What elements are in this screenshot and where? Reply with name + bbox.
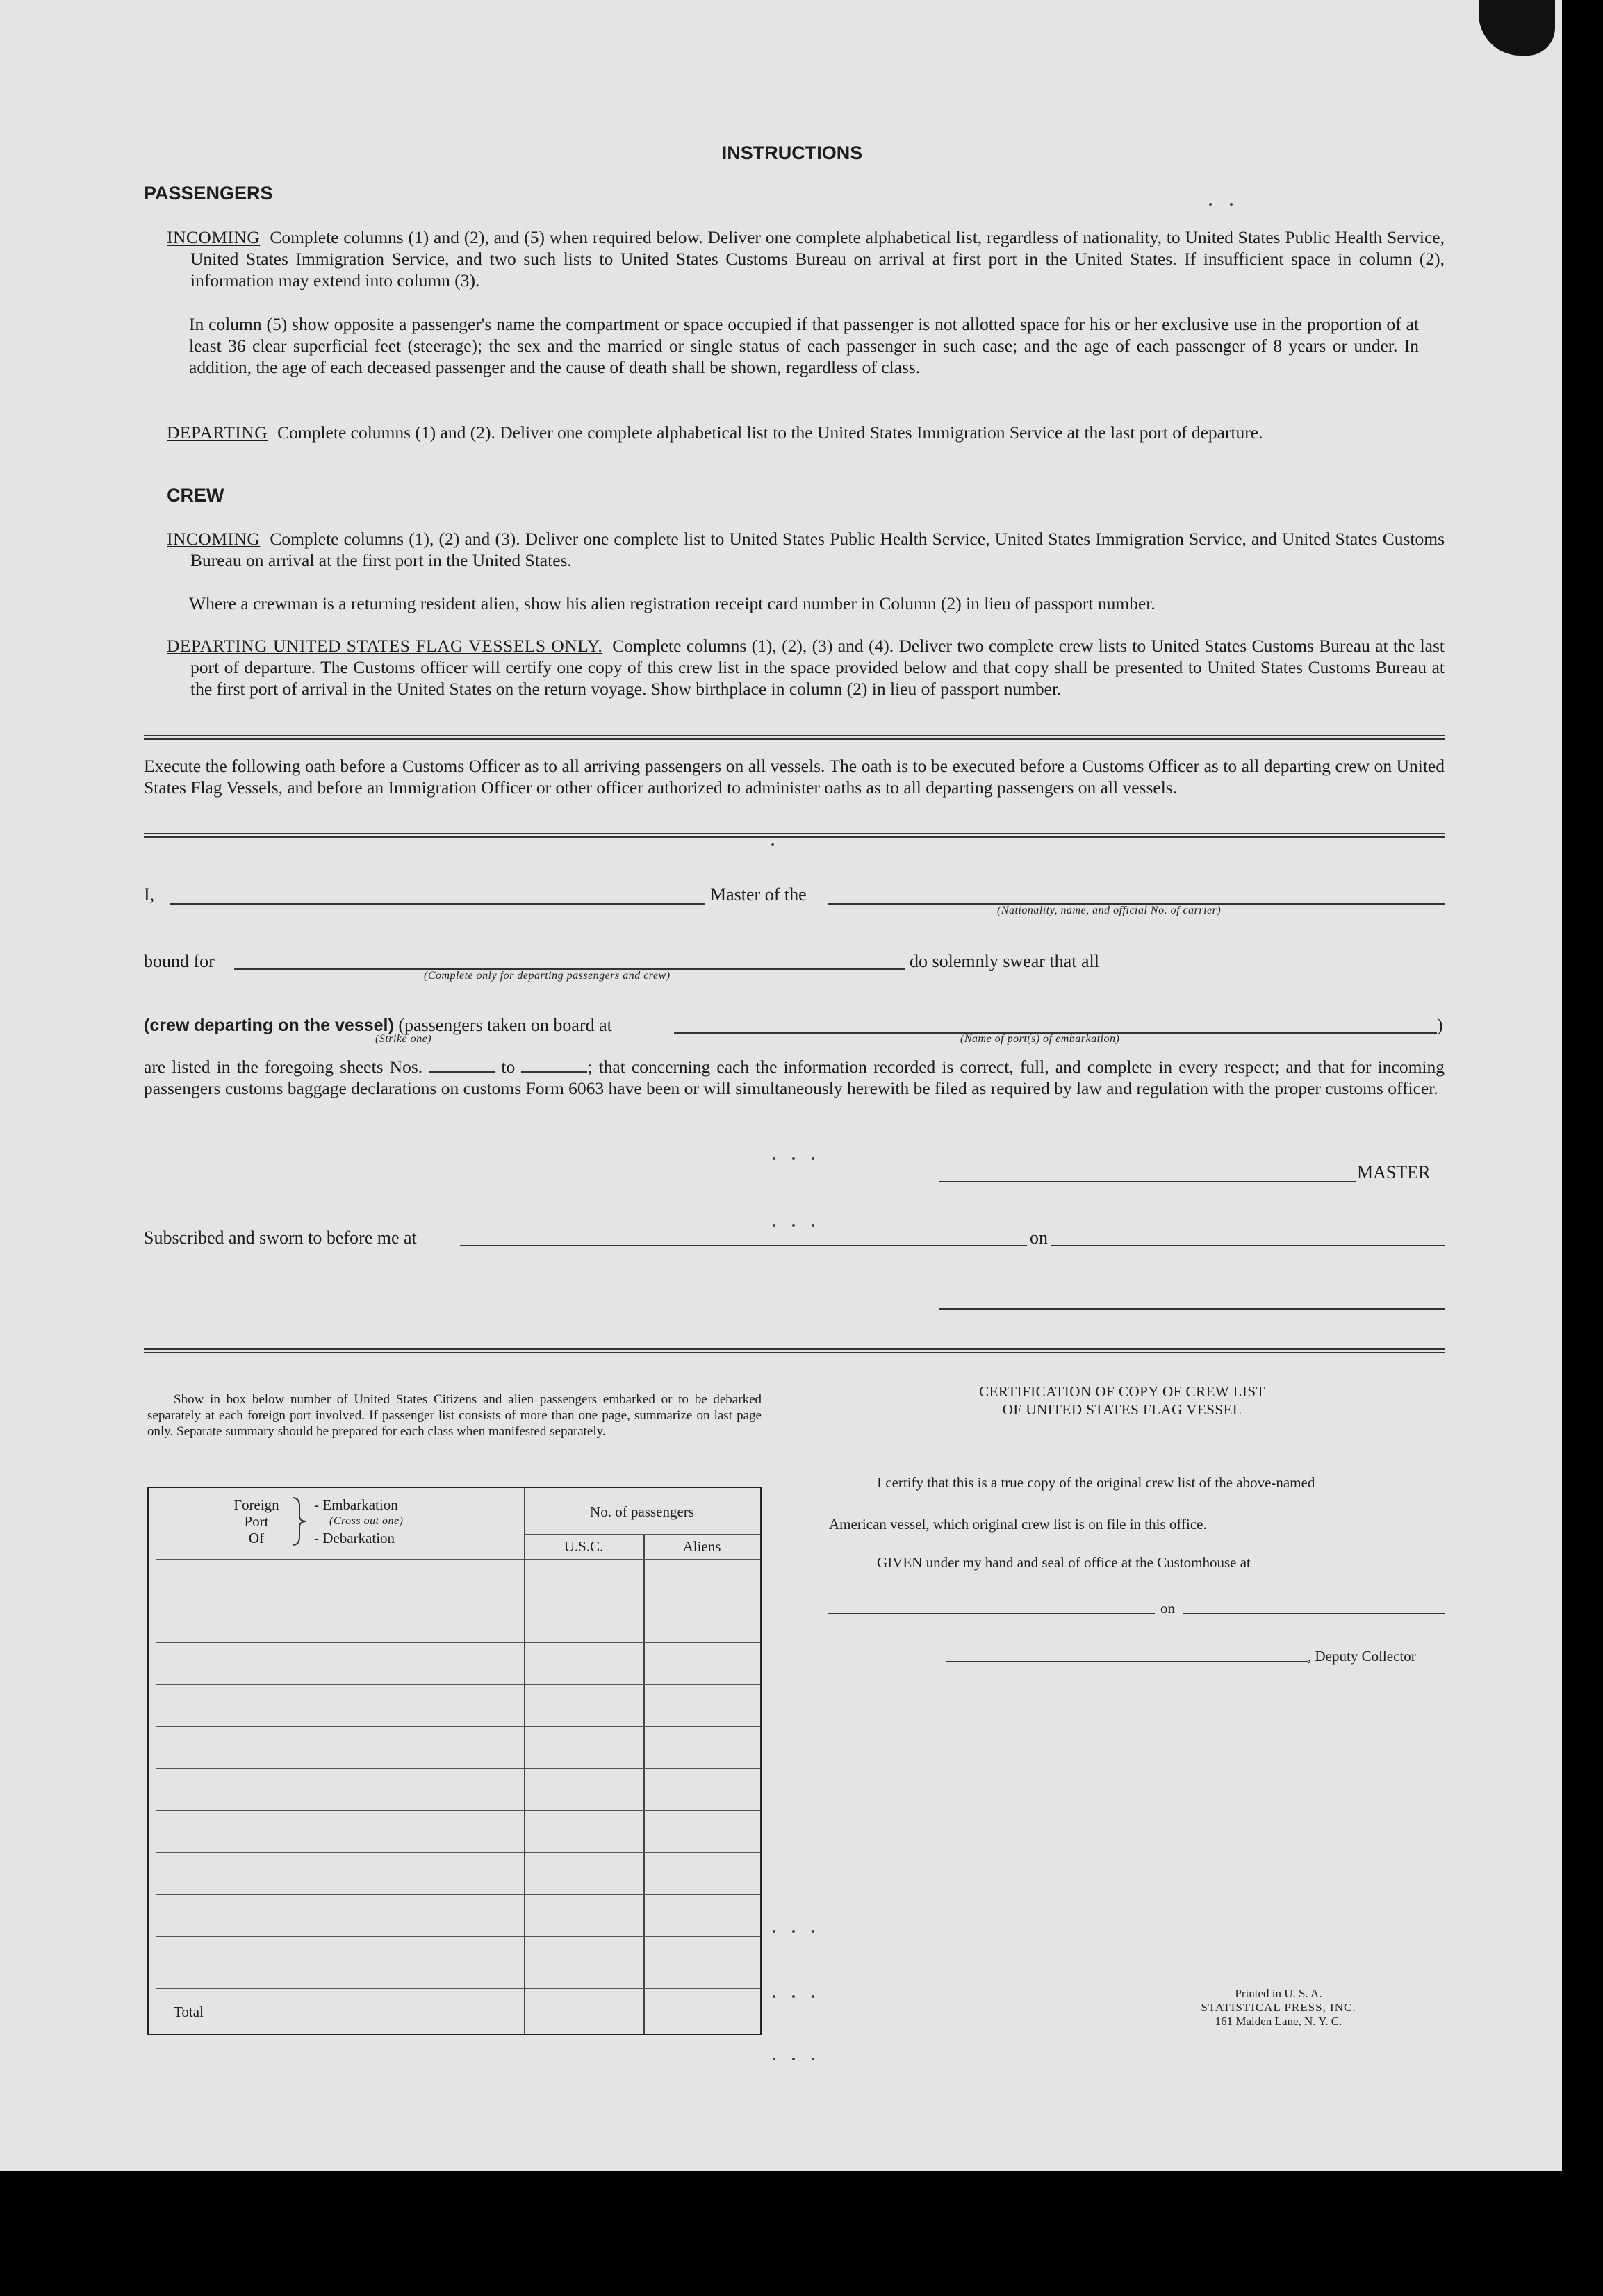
speck xyxy=(812,1224,814,1227)
crew-departing-text: Complete columns (1), (2), (3) and (4). Deliver two complete crew lists to United States Customs Bureau at the last port of departure. The Customs officer will certify one copy of this crew list in the space provided below and that copy shall be presented to United States Customs Bureau at the first port of arrival in the United States on the return voyage. Show birthplace in column (2) in lieu of passport number. xyxy=(190,636,1445,699)
foreign-port-line: Of xyxy=(248,1530,265,1546)
column-divider xyxy=(643,1534,645,2034)
brace-icon xyxy=(291,1496,308,1546)
instructions-title: INSTRUCTIONS xyxy=(721,142,863,163)
speck xyxy=(773,1995,775,1998)
passengers-departing-lead: DEPARTING xyxy=(167,422,268,443)
i-label: I, xyxy=(144,884,155,905)
row-line xyxy=(156,1894,760,1895)
speck xyxy=(773,1157,775,1160)
bound-for-label: bound for xyxy=(144,951,215,971)
printer-line: Printed in U. S. A. xyxy=(1235,1987,1322,2000)
officer-signature-field[interactable] xyxy=(939,1308,1445,1310)
speck xyxy=(792,1995,795,1998)
sworn-location-field[interactable] xyxy=(460,1245,1027,1246)
crew-incoming-text: Complete columns (1), (2) and (3). Deliver one complete list to United States Public Health Service, United States Immigration Service, and United States Customs Bureau on arrival at the first port in the United States. xyxy=(190,529,1445,570)
passengers-taken-option[interactable]: (passengers taken on board at xyxy=(398,1015,612,1035)
usc-header: U.S.C. xyxy=(564,1538,604,1555)
row-line xyxy=(156,1559,760,1560)
passengers-incoming-paragraph xyxy=(167,226,1445,291)
divider xyxy=(144,735,1445,740)
aliens-header: Aliens xyxy=(682,1538,721,1555)
strike-caption: (Strike one) xyxy=(375,1033,432,1045)
speck xyxy=(1209,203,1212,206)
passengers-incoming-lead: INCOMING xyxy=(167,227,261,247)
bound-caption: (Complete only for departing passengers and crew) xyxy=(424,970,671,982)
listed-suffix: ; that concerning each the information recorded is correct, full, and complete in every respect; and that for incoming passengers customs baggage declarations on customs Form 6063 have been or will simultaneously herewith be filed as required by law and regulation with the proper customs officer. xyxy=(144,1057,1445,1098)
summary-instructions: Show in box below number of United States Citizens and alien passengers embarked or to be debarked separately at each foreign port involved. If passenger list consists of more than one page, summarize on last page only. Separate summary should be prepared for each class when manifested separately. xyxy=(147,1392,762,1439)
master-name-field[interactable] xyxy=(170,903,705,905)
row-line xyxy=(156,1768,760,1769)
passenger-summary-table xyxy=(147,1487,762,2035)
speck xyxy=(812,1157,814,1160)
certification-title-line: OF UNITED STATES FLAG VESSEL xyxy=(1002,1401,1242,1418)
row-line xyxy=(156,1642,760,1643)
speck xyxy=(773,1224,775,1227)
speck xyxy=(792,1224,795,1227)
embarkation-option[interactable]: - Embarkation xyxy=(314,1496,398,1513)
speck xyxy=(771,843,774,846)
sheet-to-field[interactable] xyxy=(521,1059,587,1073)
divider xyxy=(144,1348,1445,1353)
speck xyxy=(792,1930,795,1933)
passengers-departing-paragraph xyxy=(167,422,1445,443)
row-line xyxy=(156,1810,760,1811)
crew-departing-option[interactable]: (crew departing on the vessel) xyxy=(144,1016,394,1035)
printer-line: 161 Maiden Lane, N. Y. C. xyxy=(1215,2015,1342,2028)
close-paren: ) xyxy=(1437,1015,1443,1035)
speck xyxy=(1230,203,1233,206)
crew-resident-paragraph: Where a crewman is a returning resident alien, show his alien registration receipt card number in Column (2) in lieu of passport number. xyxy=(189,593,1156,613)
speck xyxy=(812,1930,814,1933)
crew-incoming-lead: INCOMING xyxy=(167,529,261,549)
row-line xyxy=(156,1936,760,1937)
passengers-incoming-text: Complete columns (1) and (2), and (5) when required below. Deliver one complete alphabetical list, regardless of nationality, to United States Public Health Service, United States Immigration Service, and two such lists to United States Customs Bureau on arrival at first port in the United States. If insufficient space in column (2), information may extend into column (3). xyxy=(190,227,1445,290)
certification-date-field[interactable] xyxy=(1183,1613,1445,1614)
to-label: to xyxy=(501,1057,516,1077)
cross-out-caption: (Cross out one) xyxy=(329,1515,404,1527)
column-divider xyxy=(524,1488,525,2034)
foreign-port-line: Port xyxy=(244,1513,269,1530)
sworn-date-field[interactable] xyxy=(1051,1245,1445,1246)
foreign-port-label xyxy=(225,1496,288,1546)
speck xyxy=(792,1157,795,1160)
listed-prefix: are listed in the foregoing sheets Nos. xyxy=(144,1057,423,1077)
swear-label: do solemnly swear that all xyxy=(910,951,1099,971)
speck xyxy=(812,2058,814,2060)
embark-caption: (Name of port(s) of embarkation) xyxy=(960,1033,1120,1045)
certification-on-label: on xyxy=(1160,1600,1175,1617)
certification-title xyxy=(799,1382,1445,1419)
foreign-port-line: Foreign xyxy=(233,1496,279,1513)
row-line xyxy=(156,1988,760,1989)
debarkation-option[interactable]: - Debarkation xyxy=(314,1530,395,1546)
crew-incoming-paragraph xyxy=(167,528,1445,571)
passengers-departing-text: Complete columns (1) and (2). Deliver one complete alphabetical list to the United States Immigration Service at the last port of departure. xyxy=(277,422,1263,443)
speck xyxy=(792,2058,795,2060)
divider xyxy=(144,833,1445,838)
passengers-heading: PASSENGERS xyxy=(144,183,273,204)
sworn-on-label: on xyxy=(1030,1228,1048,1248)
master-of-label: Master of the xyxy=(710,884,807,905)
customhouse-field[interactable] xyxy=(828,1613,1155,1614)
master-label: MASTER xyxy=(1357,1162,1431,1182)
no-passengers-header: No. of passengers xyxy=(590,1503,694,1520)
printer-imprint xyxy=(1195,1987,1362,2029)
passengers-column5-paragraph: In column (5) show opposite a passenger's name the compartment or space occupied if that passenger is not allotted space for his or her exclusive use in the proportion of at least 36 clear superficial feet (steerage); the sex and the married or single status of each passenger in such case; and the age of each passenger of 8 years or under. In addition, the age of each deceased passenger and the cause of death shall be shown, regardless of class. xyxy=(189,314,1419,377)
given-text: GIVEN under my hand and seal of office at the Customhouse at xyxy=(877,1554,1251,1571)
embark-debark-options xyxy=(314,1496,403,1546)
master-signature-field[interactable] xyxy=(939,1181,1356,1182)
certify-line1: I certify that this is a true copy of the original crew list of the above-named xyxy=(877,1474,1315,1491)
speck xyxy=(773,2058,775,2060)
oath-intro: Execute the following oath before a Customs Officer as to all arriving passengers on all vessels. The oath is to be executed before a Customs Officer as to all departing crew on United States Flag Vessels, and before an Immigration Officer or other officer authorized to administer oaths as to all departing passengers on all vessels. xyxy=(144,756,1445,798)
row-line xyxy=(156,1852,760,1853)
listed-paragraph xyxy=(144,1056,1445,1099)
speck xyxy=(773,1930,775,1933)
crew-departing-paragraph xyxy=(167,635,1445,700)
sheet-from-field[interactable] xyxy=(429,1059,495,1073)
carrier-caption: (Nationality, name, and official No. of carrier) xyxy=(997,905,1222,916)
total-label: Total xyxy=(174,2004,204,2020)
deputy-signature-field[interactable] xyxy=(946,1661,1308,1662)
certify-line2: American vessel, which original crew list is on file in this office. xyxy=(829,1516,1207,1533)
crew-heading: CREW xyxy=(167,485,224,506)
printer-line: STATISTICAL PRESS, INC. xyxy=(1201,2001,1356,2014)
certification-title-line: CERTIFICATION OF COPY OF CREW LIST xyxy=(979,1383,1265,1400)
crew-departing-lead: DEPARTING UNITED STATES FLAG VESSELS ONLY. xyxy=(167,636,603,656)
row-line xyxy=(156,1684,760,1685)
row-line xyxy=(156,1726,760,1727)
subscribed-label: Subscribed and sworn to before me at xyxy=(144,1228,417,1248)
deputy-collector-label: , Deputy Collector xyxy=(1308,1648,1416,1665)
header-divider xyxy=(524,1534,760,1535)
speck xyxy=(812,1995,814,1998)
